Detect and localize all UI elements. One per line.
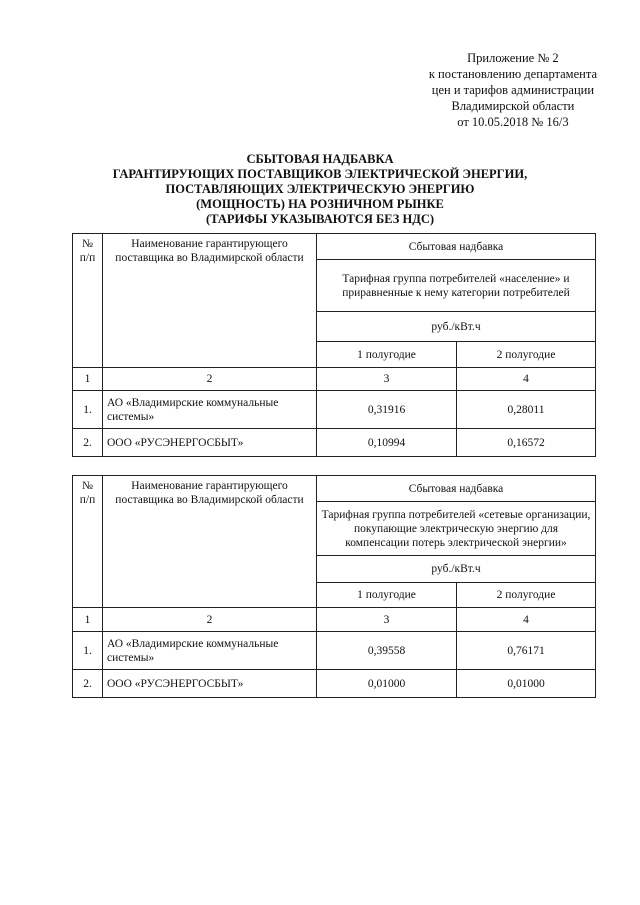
column-number: 3: [317, 608, 457, 632]
header-half-1: 1 полугодие: [317, 583, 457, 608]
column-number: 2: [103, 608, 317, 632]
column-number-row: [73, 608, 596, 632]
value-half-2: 0,16572: [457, 429, 596, 457]
title-line: ГАРАНТИРУЮЩИХ ПОСТАВЩИКОВ ЭЛЕКТРИЧЕСКОЙ ЭНЕРГИИ,: [112, 167, 528, 181]
value-half-2: 0,01000: [457, 670, 596, 698]
tariff-table-network-orgs: [72, 475, 596, 698]
column-number: 2: [103, 368, 317, 391]
table-row: [73, 670, 596, 698]
supplier-name: ООО «РУСЭНЕРГОСБЫТ»: [103, 670, 317, 698]
column-number: 1: [73, 368, 103, 391]
header-markup: Сбытовая надбавка: [317, 476, 596, 502]
header-number: № п/п: [73, 476, 103, 608]
supplier-name: ООО «РУСЭНЕРГОСБЫТ»: [103, 429, 317, 457]
row-number: 2.: [73, 670, 103, 698]
column-number: 3: [317, 368, 457, 391]
title-line: (ТАРИФЫ УКАЗЫВАЮТСЯ БЕЗ НДС): [205, 212, 435, 226]
header-supplier-name: Наименование гарантирующего поставщика во Владимирской области: [103, 234, 317, 368]
appendix-header: [429, 50, 597, 130]
value-half-2: 0,76171: [457, 632, 596, 670]
header-consumer-group: Тарифная группа потребителей «население» и приравненные к нему категории потребителей: [317, 260, 596, 312]
supplier-name: АО «Владимирские коммунальные системы»: [103, 632, 317, 670]
header-half-2: 2 полугодие: [457, 583, 596, 608]
tariff-table-population: [72, 233, 596, 457]
value-half-2: 0,28011: [457, 391, 596, 429]
header-number: № п/п: [73, 234, 103, 368]
appendix-line: Владимирской области: [451, 99, 575, 113]
row-number: 2.: [73, 429, 103, 457]
header-half-2: 2 полугодие: [457, 342, 596, 368]
column-number: 4: [457, 368, 596, 391]
title-line: ПОСТАВЛЯЮЩИХ ЭЛЕКТРИЧЕСКУЮ ЭНЕРГИЮ: [165, 182, 475, 196]
appendix-line: Приложение № 2: [467, 51, 559, 65]
row-number: 1.: [73, 632, 103, 670]
table-row: [73, 391, 596, 429]
header-markup: Сбытовая надбавка: [317, 234, 596, 260]
column-number: 4: [457, 608, 596, 632]
header-supplier-name: Наименование гарантирующего поставщика во Владимирской области: [103, 476, 317, 608]
appendix-line: цен и тарифов администрации: [431, 83, 595, 97]
header-unit: руб./кВт.ч: [317, 312, 596, 342]
appendix-line: к постановлению департамента: [428, 67, 597, 81]
value-half-1: 0,39558: [317, 632, 457, 670]
column-number-row: [73, 368, 596, 391]
table-row: [73, 632, 596, 670]
table-row: [73, 429, 596, 457]
appendix-line: от 10.05.2018 № 16/3: [457, 115, 569, 129]
row-number: 1.: [73, 391, 103, 429]
header-unit: руб./кВт.ч: [317, 556, 596, 583]
supplier-name: АО «Владимирские коммунальные системы»: [103, 391, 317, 429]
value-half-1: 0,01000: [317, 670, 457, 698]
value-half-1: 0,10994: [317, 429, 457, 457]
header-half-1: 1 полугодие: [317, 342, 457, 368]
header-consumer-group: Тарифная группа потребителей «сетевые организации, покупающие электрическую энергию для компенсации потерь электрической энергии»: [317, 502, 596, 556]
value-half-1: 0,31916: [317, 391, 457, 429]
document-title: [0, 152, 640, 227]
title-line: (МОЩНОСТЬ) НА РОЗНИЧНОМ РЫНКЕ: [196, 197, 444, 211]
title-line: СБЫТОВАЯ НАДБАВКА: [246, 152, 394, 166]
column-number: 1: [73, 608, 103, 632]
